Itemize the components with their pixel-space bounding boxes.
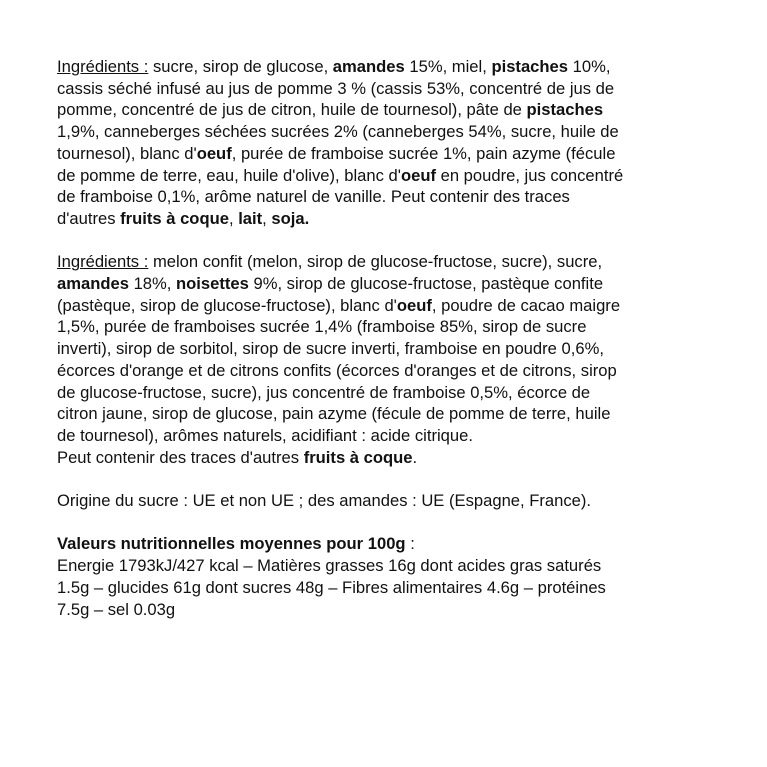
ingredients-2-line-10: Peut contenir des traces d'autres fruits à coque. (57, 447, 418, 467)
allergen-oeuf: oeuf (396, 295, 432, 315)
ingredients-2-line-2: amandes 18%, noisettes 9%, sirop de glucose-fructose, pastèque confite (57, 274, 604, 294)
ingredients-2-line-4: 1,5%, purée de framboises sucrée 1,4% (framboise 85%, sirop de sucre (57, 317, 587, 337)
spacer (57, 512, 717, 534)
ingredients-1-line-6: de pomme de terre, eau, huile d'olive), blanc d'oeuf en poudre, jus concentré (57, 165, 624, 185)
ingredients-1-line-2: cassis séché infusé au jus de pomme 3 % (cassis 53%, concentré de jus de (57, 78, 615, 98)
spacer (57, 230, 717, 252)
allergen-pistaches: pistaches (526, 100, 604, 120)
ingredients-1-line-5: tournesol), blanc d'oeuf, purée de framboise sucrée 1%, pain azyme (fécule (57, 143, 616, 163)
allergen-amandes: amandes (332, 57, 405, 76)
ingredients-2-line-9: de tournesol), arômes naturels, acidifiant : acide citrique. (57, 425, 473, 445)
ingredients-2-line-5: inverti), sirop de sorbitol, sirop de sucre inverti, framboise en poudre 0,6%, (57, 339, 604, 359)
ingredients-heading: Ingrédients : (57, 57, 149, 76)
nutrition-line-2: 1.5g – glucides 61g dont sucres 48g – Fibres alimentaires 4.6g – protéines (57, 577, 606, 597)
allergen-fruits-a-coque: fruits à coque (120, 208, 229, 228)
allergen-noisettes: noisettes (176, 274, 249, 294)
ingredients-1-line-8: d'autres fruits à coque, lait, soja. (57, 208, 310, 228)
ingredients-1-line-4: 1,9%, canneberges séchées sucrées 2% (canneberges 54%, sucre, huile de (57, 122, 619, 142)
nutrition-heading: Valeurs nutritionnelles moyennes pour 100g (57, 534, 406, 554)
ingredients-2-line-1: Ingrédients : melon confit (melon, sirop de glucose-fructose, sucre), sucre, (57, 252, 603, 272)
nutrition-heading-line: Valeurs nutritionnelles moyennes pour 100g : (57, 534, 415, 554)
ingredients-1-line-3: pomme, concentré de jus de citron, huile de tournesol), pâte de pistaches (57, 100, 604, 120)
document-body (57, 56, 717, 620)
allergen-amandes: amandes (57, 274, 129, 294)
origin-statement: Origine du sucre : UE et non UE ; des amandes : UE (Espagne, France). (57, 491, 592, 511)
nutrition-block (57, 533, 717, 620)
allergen-fruits-a-coque: fruits à coque (303, 447, 413, 467)
nutrition-line-3: 7.5g – sel 0.03g (57, 599, 176, 619)
ingredients-2-line-3: (pastèque, sirop de glucose-fructose), blanc d'oeuf, poudre de cacao maigre (57, 295, 621, 315)
ingredients-block-2 (57, 251, 717, 468)
nutrition-line-1: Energie 1793kJ/427 kcal – Matières grasses 16g dont acides gras saturés (57, 556, 602, 576)
ingredients-block-1 (57, 56, 717, 230)
ingredients-1-line-1: Ingrédients : sucre, sirop de glucose, amandes 15%, miel, pistaches 10%, (57, 57, 611, 76)
allergen-soja: soja. (271, 208, 310, 228)
ingredients-heading: Ingrédients : (57, 252, 149, 272)
ingredients-1-line-7: de framboise 0,1%, arôme naturel de vanille. Peut contenir des traces (57, 187, 570, 207)
ingredients-2-line-8: citron jaune, sirop de glucose, pain azyme (fécule de pomme de terre, huile (57, 404, 611, 424)
allergen-oeuf: oeuf (400, 165, 436, 185)
allergen-lait: lait (238, 208, 263, 228)
ingredients-2-line-6: écorces d'orange et de citrons confits (écorces d'oranges et de citrons, sirop (57, 360, 617, 380)
spacer (57, 468, 717, 490)
allergen-oeuf: oeuf (196, 143, 232, 163)
allergen-pistaches: pistaches (491, 57, 569, 76)
ingredients-2-line-7: de glucose-fructose, sucre), jus concentré de framboise 0,5%, écorce de (57, 382, 591, 402)
